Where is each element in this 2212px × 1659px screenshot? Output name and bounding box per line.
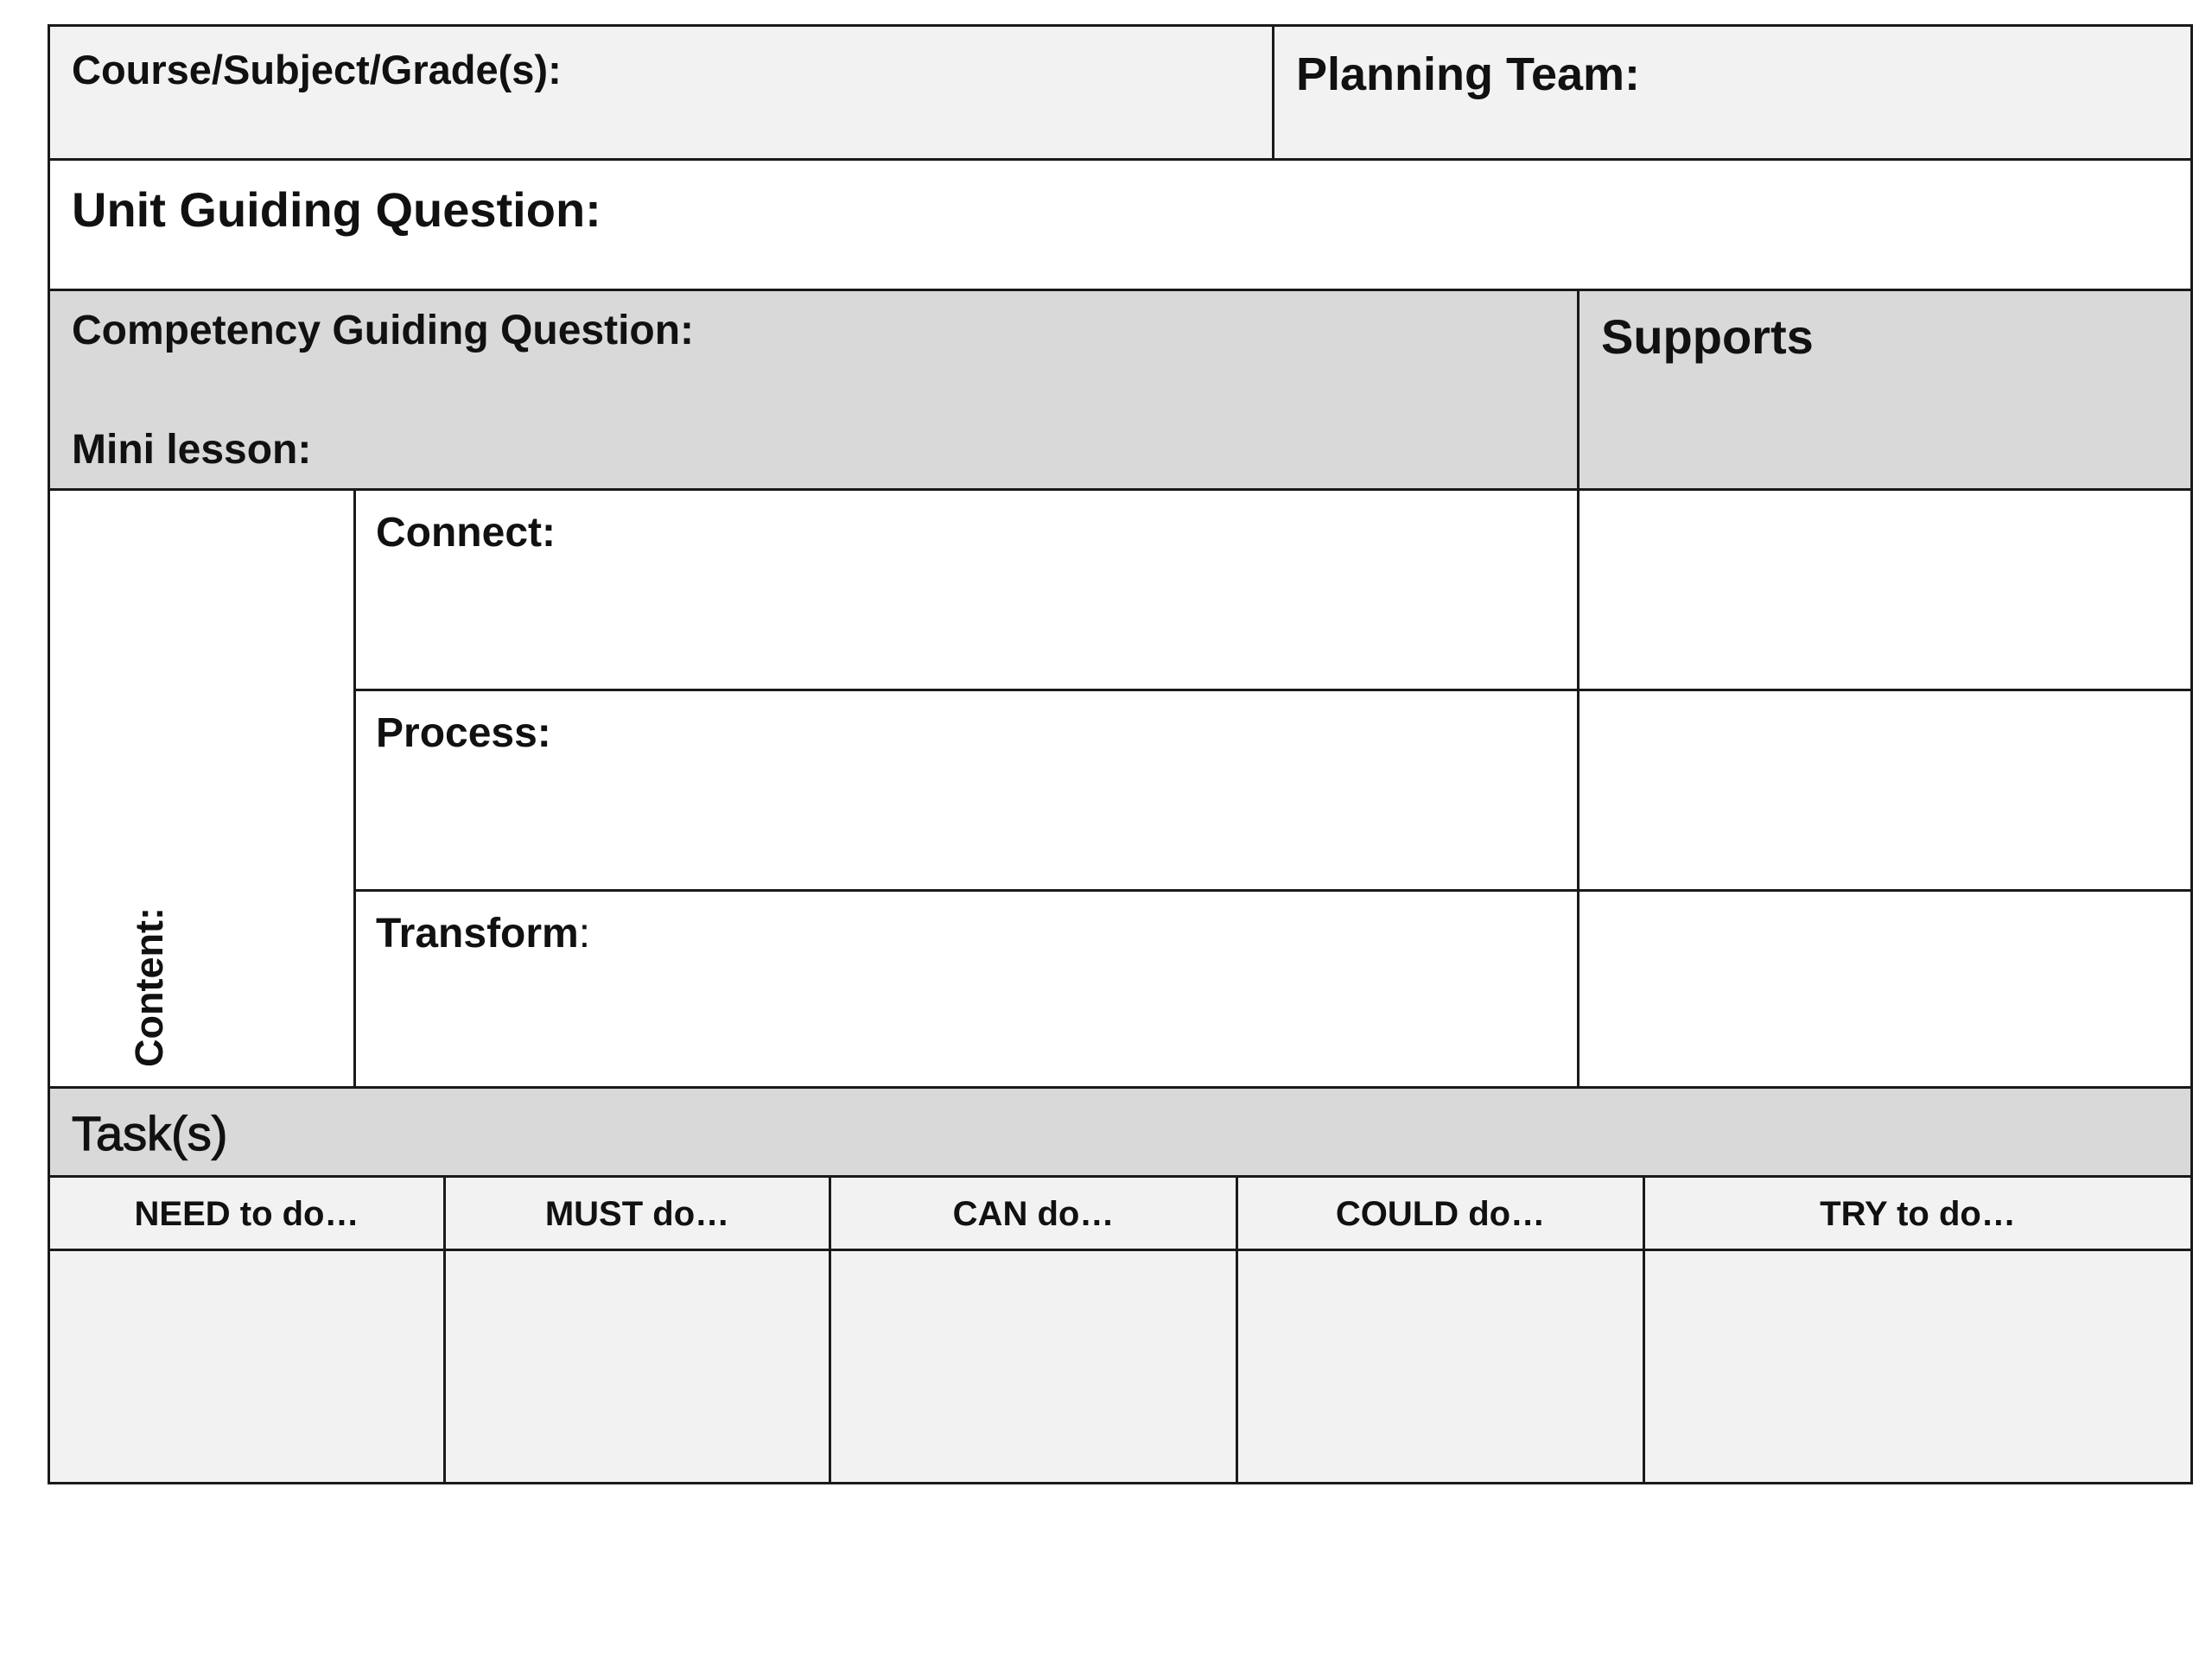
course-subject-grade-label: Course/Subject/Grade(s): [72, 47, 562, 92]
unit-guiding-question-cell[interactable] [48, 158, 2193, 291]
planning-team-label: Planning Team: [1296, 48, 1641, 100]
task-col-must-label: MUST do… [544, 1195, 730, 1233]
task-cell-can[interactable] [829, 1249, 1238, 1484]
task-col-can-label: CAN do… [952, 1195, 1115, 1233]
task-col-try-label: TRY to do… [1820, 1195, 2016, 1233]
connect-label: Connect: [376, 510, 556, 556]
task-col-need [48, 1175, 446, 1251]
connect-cell[interactable] [353, 488, 1580, 691]
task-cell-need[interactable] [48, 1249, 446, 1484]
task-cell-could[interactable] [1236, 1249, 1645, 1484]
lesson-planner-table [48, 24, 2193, 1484]
tasks-header-cell [48, 1086, 2193, 1178]
task-cell-try[interactable] [1643, 1249, 2193, 1484]
content-cell[interactable] [48, 488, 356, 1089]
tasks-label: Task(s) [72, 1106, 228, 1160]
process-supports-cell[interactable] [1577, 689, 2193, 892]
connect-supports-cell[interactable] [1577, 488, 2193, 691]
transform-label: Transform: [376, 911, 591, 957]
content-label: Content: [127, 907, 171, 1067]
competency-guiding-question-label: Competency Guiding Question: [72, 308, 695, 353]
planning-team-cell[interactable] [1272, 24, 2193, 161]
supports-header-cell [1577, 289, 2193, 491]
task-col-try [1643, 1175, 2193, 1251]
unit-guiding-question-label: Unit Guiding Question: [72, 182, 601, 237]
competency-guiding-question-cell[interactable] [48, 289, 1580, 491]
transform-supports-cell[interactable] [1577, 889, 2193, 1089]
course-subject-grade-cell[interactable] [48, 24, 1274, 161]
transform-label-text: Transform [376, 911, 579, 957]
task-col-need-label: NEED to do… [134, 1195, 359, 1233]
transform-cell[interactable] [353, 889, 1580, 1089]
task-col-must [443, 1175, 831, 1251]
task-cell-must[interactable] [443, 1249, 831, 1484]
task-col-can [829, 1175, 1238, 1251]
process-label: Process: [376, 710, 551, 756]
task-col-could-label: COULD do… [1335, 1195, 1546, 1233]
process-cell[interactable] [353, 689, 1580, 892]
task-col-could [1236, 1175, 1645, 1251]
supports-label: Supports [1601, 309, 1814, 364]
mini-lesson-label: Mini lesson: [72, 427, 312, 473]
